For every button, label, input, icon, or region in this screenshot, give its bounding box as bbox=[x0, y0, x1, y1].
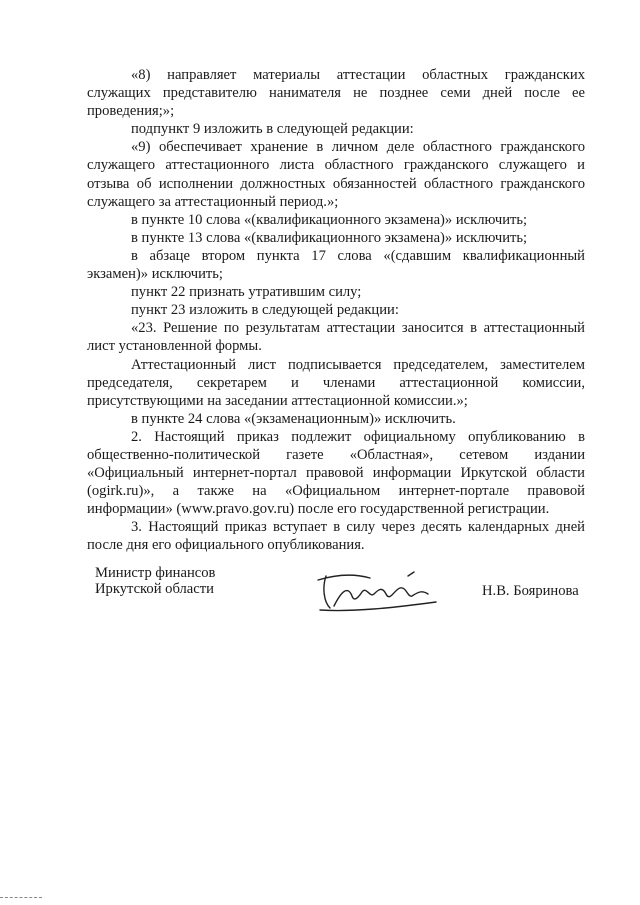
paragraph-item-8: «8) направляет материалы аттестации областных гражданских служащих представителю нанимателя не позднее семи дней после ее проведения;»; bbox=[87, 67, 585, 120]
paragraph-point-24: в пункте 24 слова «(экзаменационным)» исключить. bbox=[131, 410, 456, 427]
scan-edge-mark bbox=[0, 897, 42, 899]
signatory-name: Н.В. Бояринова bbox=[482, 583, 579, 599]
paragraph-point-17: в абзаце втором пункта 17 слова «(сдавшим квалификационный экзамен)» исключить; bbox=[87, 247, 585, 283]
paragraph-item-9: «9) обеспечивает хранение в личном деле областного гражданского служащего аттестационного листа областного гражданского служащего и отзыва об исполнении должностных обязанностей областного гражданского служащего за аттестационный период.»; bbox=[87, 139, 585, 210]
signatory-position-line-2: Иркутской области bbox=[95, 581, 214, 597]
paragraph-point-10: в пункте 10 слова «(квалификационного экзамена)» исключить; bbox=[131, 211, 528, 228]
paragraph-point-23-intro: пункт 23 изложить в следующей редакции: bbox=[131, 302, 399, 319]
paragraph-subitem-9-intro: подпункт 9 изложить в следующей редакции: bbox=[131, 121, 414, 138]
paragraph-point-13: в пункте 13 слова «(квалификационного экзамена)» исключить; bbox=[131, 229, 528, 246]
paragraph-attestation-list: Аттестационный лист подписывается председателем, заместителем председателя, секретарем и членами аттестационной комиссии, присутствующими на заседании аттестационной комиссии.»; bbox=[87, 356, 585, 409]
paragraph-point-23: «23. Решение по результатам аттестации заносится в аттестационный лист установленной формы. bbox=[87, 320, 585, 355]
handwritten-signature bbox=[312, 568, 442, 616]
paragraph-point-22: пункт 22 признать утратившим силу; bbox=[131, 284, 362, 301]
paragraph-clause-3: 3. Настоящий приказ вступает в силу через десять календарных дней после дня его официального опубликования. bbox=[87, 519, 585, 554]
paragraph-clause-2: 2. Настоящий приказ подлежит официальному опубликованию в общественно-политической газете «Областная», сетевом издании «Официальный интернет-портал правовой информации Иркутской области (ogirk.ru)», а также на «Официальном интернет-портале правовой информации» (www.pravo.gov.ru) после его государственной регистрации. bbox=[87, 428, 585, 518]
signatory-position-line-1: Министр финансов bbox=[95, 565, 216, 581]
signatory-position bbox=[95, 565, 215, 597]
document-body bbox=[87, 66, 585, 555]
